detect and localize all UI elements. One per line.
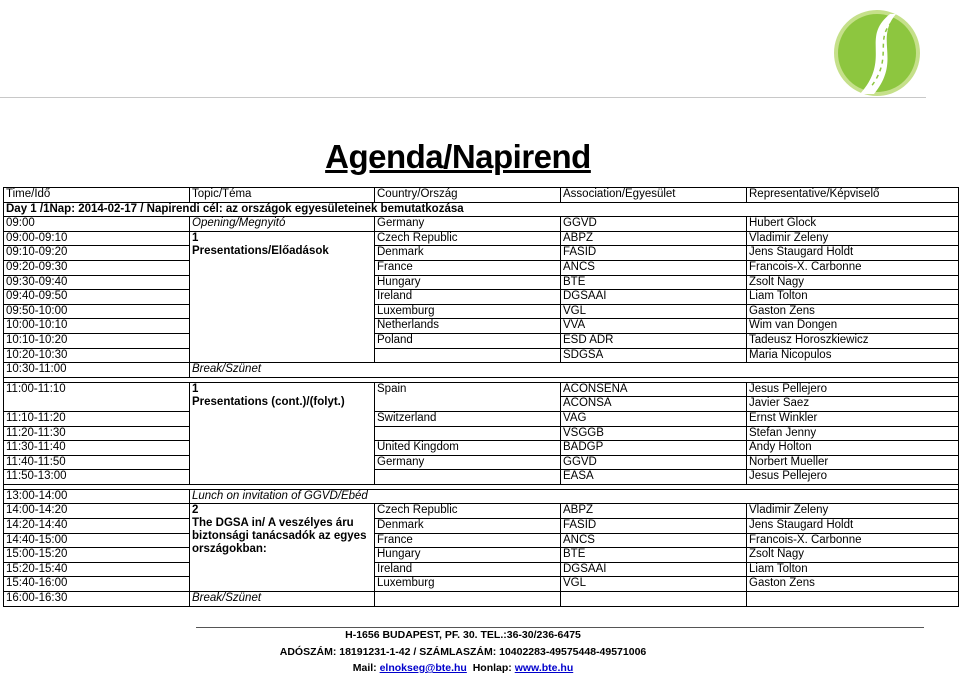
- association-cell: FASID: [561, 246, 747, 261]
- time-cell: 09:00-09:10: [4, 231, 190, 246]
- website-link[interactable]: www.bte.hu: [514, 662, 574, 674]
- table-row: [4, 304, 959, 319]
- association-cell: VGL: [561, 304, 747, 319]
- table-row: [4, 231, 959, 246]
- break-row: [4, 592, 959, 607]
- representative-cell: Tadeusz Horoszkiewicz: [747, 333, 959, 348]
- table-row: [4, 562, 959, 577]
- association-cell: VAG: [561, 411, 747, 426]
- table-row: [4, 455, 959, 470]
- footer-tax: ADÓSZÁM: 18191231-1-42 / SZÁMLASZÁM: 10402283-49575448-49571006: [279, 646, 647, 658]
- representative-cell: Hubert Glock: [747, 217, 959, 232]
- header-rule: [0, 97, 926, 98]
- table-header-row: [4, 188, 959, 203]
- representative-cell: Liam Tolton: [747, 562, 959, 577]
- country-cell: Spain: [375, 382, 561, 411]
- representative-cell: Norbert Mueller: [747, 455, 959, 470]
- country-cell: United Kingdom: [375, 441, 561, 456]
- table-row: [4, 275, 959, 290]
- country-cell: Hungary: [375, 275, 561, 290]
- topic-number: 1: [192, 382, 199, 395]
- association-cell: SDGSA: [561, 348, 747, 363]
- time-cell: 14:00-14:20: [4, 504, 190, 519]
- table-row: [4, 260, 959, 275]
- country-cell: France: [375, 260, 561, 275]
- time-cell: 16:00-16:30: [4, 592, 190, 607]
- footer-rule: [196, 627, 924, 628]
- representative-cell: Vladimir Zeleny: [747, 231, 959, 246]
- country-cell: [375, 348, 561, 363]
- header-country: Country/Ország: [375, 188, 561, 203]
- table-row: [4, 217, 959, 232]
- table-row: [4, 333, 959, 348]
- time-cell: 14:40-15:00: [4, 533, 190, 548]
- table-row: [4, 504, 959, 519]
- representative-cell: Francois-X. Carbonne: [747, 260, 959, 275]
- break-row: [4, 363, 959, 378]
- association-cell: VGL: [561, 577, 747, 592]
- representative-cell: Andy Holton: [747, 441, 959, 456]
- time-cell: 09:20-09:30: [4, 260, 190, 275]
- table-row: [4, 441, 959, 456]
- association-cell: VVA: [561, 319, 747, 334]
- time-cell: 15:00-15:20: [4, 548, 190, 563]
- table-row: [4, 319, 959, 334]
- time-cell: 13:00-14:00: [4, 489, 190, 504]
- agenda-table: [3, 187, 959, 607]
- table-row: [4, 577, 959, 592]
- lunch-label: Lunch on invitation of GGVD/Ebéd: [190, 489, 959, 504]
- country-cell: Luxemburg: [375, 304, 561, 319]
- representative-cell: Stefan Jenny: [747, 426, 959, 441]
- time-cell: 10:10-10:20: [4, 333, 190, 348]
- time-cell: 14:20-14:40: [4, 519, 190, 534]
- time-cell: 11:20-11:30: [4, 426, 190, 441]
- topic-number: 1: [192, 231, 199, 244]
- mail-label: Mail:: [352, 662, 380, 674]
- country-cell: Netherlands: [375, 319, 561, 334]
- header-topic: Topic/Téma: [190, 188, 375, 203]
- association-cell: ESD ADR: [561, 333, 747, 348]
- time-cell: 09:10-09:20: [4, 246, 190, 261]
- topic-label: Presentations (cont.)/(folyt.): [192, 395, 345, 408]
- time-cell: 10:30-11:00: [4, 363, 190, 378]
- association-cell: VSGGB: [561, 426, 747, 441]
- topic-cell: Opening/Megnyitó: [190, 217, 375, 232]
- time-cell: 11:30-11:40: [4, 441, 190, 456]
- table-row: [4, 382, 959, 397]
- association-cell: EASA: [561, 470, 747, 485]
- lunch-row: [4, 489, 959, 504]
- day-label: Day 1 /1Nap: 2014-02-17 / Napirendi cél: az országok egyesületeinek bemutatkozása: [4, 202, 959, 217]
- country-cell: Denmark: [375, 246, 561, 261]
- table-row: [4, 548, 959, 563]
- representative-cell: Zsolt Nagy: [747, 275, 959, 290]
- topic-label: Presentations/Előadások: [192, 244, 329, 257]
- time-cell: 11:40-11:50: [4, 455, 190, 470]
- topic-presentations-cont: [190, 382, 375, 484]
- representative-cell: Jesus Pellejero: [747, 382, 959, 397]
- association-cell: GGVD: [561, 217, 747, 232]
- association-cell: ANCS: [561, 260, 747, 275]
- representative-cell: Javier Saez: [747, 397, 959, 412]
- country-cell: Hungary: [375, 548, 561, 563]
- country-cell: [375, 426, 561, 441]
- time-cell: 15:20-15:40: [4, 562, 190, 577]
- representative-cell: Zsolt Nagy: [747, 548, 959, 563]
- representative-cell: Jesus Pellejero: [747, 470, 959, 485]
- table-row: [4, 411, 959, 426]
- table-row: [4, 519, 959, 534]
- break-label: Break/Szünet: [190, 363, 959, 378]
- time-cell: 10:20-10:30: [4, 348, 190, 363]
- representative-cell: Liam Tolton: [747, 290, 959, 305]
- country-cell: Germany: [375, 217, 561, 232]
- table-row: [4, 290, 959, 305]
- representative-cell: Ernst Winkler: [747, 411, 959, 426]
- association-cell: DGSAAI: [561, 290, 747, 305]
- time-cell: 15:40-16:00: [4, 577, 190, 592]
- table-row: [4, 533, 959, 548]
- footer-contact: [0, 662, 926, 674]
- table-row: [4, 348, 959, 363]
- time-cell: 11:50-13:00: [4, 470, 190, 485]
- email-link[interactable]: elnokseg@bte.hu: [379, 662, 467, 674]
- country-cell: Denmark: [375, 519, 561, 534]
- header-time: Time/Idő: [4, 188, 190, 203]
- break-label: Break/Szünet: [190, 592, 375, 607]
- time-cell: 09:00: [4, 217, 190, 232]
- table-row: [4, 426, 959, 441]
- country-cell: Germany: [375, 455, 561, 470]
- association-cell: BADGP: [561, 441, 747, 456]
- association-cell: ABPZ: [561, 504, 747, 519]
- country-cell: Ireland: [375, 290, 561, 305]
- representative-cell: Gaston Zens: [747, 304, 959, 319]
- time-cell: 11:10-11:20: [4, 411, 190, 426]
- empty-cell: [375, 592, 561, 607]
- association-cell: ABPZ: [561, 231, 747, 246]
- topic-presentations: [190, 231, 375, 362]
- association-cell: BTE: [561, 548, 747, 563]
- topic-dgsa: [190, 504, 375, 592]
- representative-cell: Jens Staugard Holdt: [747, 519, 959, 534]
- association-cell: ANCS: [561, 533, 747, 548]
- table-row: [4, 470, 959, 485]
- representative-cell: Vladimir Zeleny: [747, 504, 959, 519]
- association-cell: DGSAAI: [561, 562, 747, 577]
- topic-label: The DGSA in/ A veszélyes áru biztonsági tanácsadók az egyes országokban:: [192, 517, 367, 556]
- representative-cell: Francois-X. Carbonne: [747, 533, 959, 548]
- association-cell: ACONSENA: [561, 382, 747, 397]
- country-cell: [375, 470, 561, 485]
- time-cell: 09:50-10:00: [4, 304, 190, 319]
- empty-cell: [561, 592, 747, 607]
- country-cell: Czech Republic: [375, 504, 561, 519]
- representative-cell: Maria Nicopulos: [747, 348, 959, 363]
- web-label: Honlap:: [466, 662, 515, 674]
- header-association: Association/Egyesület: [561, 188, 747, 203]
- time-cell: 09:30-09:40: [4, 275, 190, 290]
- page-title: Agenda/Napirend: [325, 138, 591, 175]
- country-cell: Czech Republic: [375, 231, 561, 246]
- representative-cell: Gaston Zens: [747, 577, 959, 592]
- time-cell: 11:00-11:10: [4, 382, 190, 411]
- day-row: [4, 202, 959, 217]
- country-cell: Poland: [375, 333, 561, 348]
- representative-cell: Wim van Dongen: [747, 319, 959, 334]
- footer-address: H-1656 BUDAPEST, PF. 30. TEL.:36-30/236-6475: [345, 629, 581, 641]
- country-cell: France: [375, 533, 561, 548]
- association-cell: FASID: [561, 519, 747, 534]
- association-cell: ACONSA: [561, 397, 747, 412]
- representative-cell: Jens Staugard Holdt: [747, 246, 959, 261]
- bte-road-logo: [830, 8, 924, 98]
- country-cell: Ireland: [375, 562, 561, 577]
- association-cell: BTE: [561, 275, 747, 290]
- country-cell: Luxemburg: [375, 577, 561, 592]
- topic-number: 2: [192, 504, 199, 517]
- time-cell: 09:40-09:50: [4, 290, 190, 305]
- association-cell: GGVD: [561, 455, 747, 470]
- table-row: [4, 246, 959, 261]
- empty-cell: [747, 592, 959, 607]
- header-representative: Representative/Képviselő: [747, 188, 959, 203]
- country-cell: Switzerland: [375, 411, 561, 426]
- time-cell: 10:00-10:10: [4, 319, 190, 334]
